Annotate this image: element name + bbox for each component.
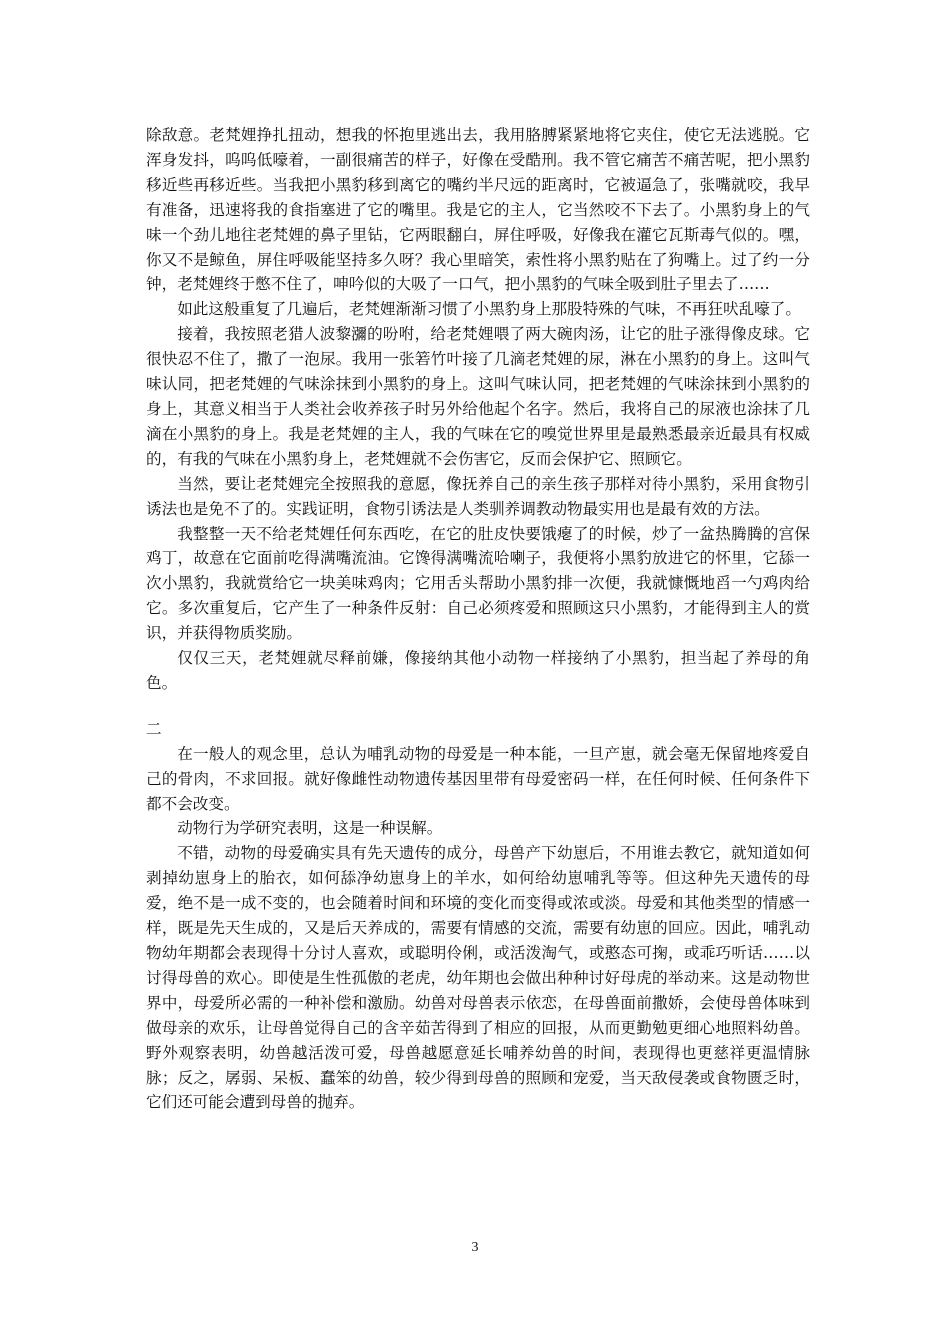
page-number: 3 bbox=[471, 1240, 479, 1255]
paragraph: 在一般人的观念里，总认为哺乳动物的母爱是一种本能，一旦产崽，就会毫无保留地疼爱自己的骨肉，不求回报。就好像雌性动物遗传基因里带有母爱密码一样，在任何时候、任何条件下都不会改变。 bbox=[146, 744, 810, 813]
paragraph: 动物行为学研究表明，这是一种误解。 bbox=[177, 819, 443, 838]
paragraph: 不错，动物的母爱确实具有先天遗传的成分，母兽产下幼崽后，不用谁去教它，就知道如何剥掉幼崽身上的胎衣，如何舔净幼崽身上的羊水，如何给幼崽哺乳等等。但这种先天遗传的母爱，绝不是一成不变的，也会随着时间和环境的变化而变得或浓或淡。母爱和其他类型的情感一样，既是先天生成的，又是后天养成的，需要有情感的交流，需要有幼崽的回应。因此，哺乳动物幼年期都会表现得十分讨人喜欢，或聪明伶俐，或活泼淘气，或憨态可掬，或乖巧听话……以讨得母兽的欢心。即使是生性孤傲的老虎，幼年期也会做出种种讨好母虎的举动来。这是动物世界中，母爱所必需的一种补偿和激励。幼兽对母兽表示依恋，在母兽面前撒娇，会使母兽体味到做母亲的欢乐，让母兽觉得自己的含辛茹苦得到了相应的回报，从而更勤勉更细心地照料幼兽。野外观察表明，幼兽越活泼可爱，母兽越愿意延长哺养幼兽的时间，表现得也更慈祥更温情脉脉；反之，孱弱、呆板、蠢笨的幼兽，较少得到母兽的照顾和宠爱，当天敌侵袭或食物匮乏时，它们还可能会遭到母兽的抛弃。 bbox=[146, 844, 810, 1112]
section-heading: 二 bbox=[146, 719, 162, 738]
paragraph: 如此这般重复了几遍后，老梵娌渐渐习惯了小黑豹身上那股特殊的气味，不再狂吠乱嚎了。 bbox=[177, 300, 801, 319]
document-body bbox=[146, 123, 810, 1115]
paragraph: 接着，我按照老猎人波黎瀰的吩咐，给老梵娌喂了两大碗肉汤，让它的肚子涨得像皮球。它很快忍不住了，撒了一泡尿。我用一张箬竹叶接了几滴老梵娌的尿，淋在小黑豹的身上。这叫气味认同，把老梵娌的气味涂抹到小黑豹的身上。这叫气味认同，把老梵娌的气味涂抹到小黑豹的身上，其意义相当于人类社会收养孩子时另外给他起个名字。然后，我将自己的尿液也涂抹了几滴在小黑豹的身上。我是老梵娌的主人，我的气味在它的嗅觉世界里是最熟悉最亲近最具有权威的，有我的气味在小黑豹身上，老梵娌就不会伤害它，反而会保护它、照顾它。 bbox=[146, 325, 810, 468]
paragraph: 仅仅三天，老梵娌就尽释前嫌，像接纳其他小动物一样接纳了小黑豹，担当起了养母的角色。 bbox=[146, 649, 810, 692]
paragraph: 我整整一天不给老梵娌任何东西吃，在它的肚皮快要饿瘪了的时候，炒了一盆热腾腾的宫保鸡丁，故意在它面前吃得满嘴流油。它馋得满嘴流哈喇子，我便将小黑豹放进它的怀里，它舔一次小黑豹，我就赏给它一块美味鸡肉；它用舌头帮助小黑豹排一次便，我就慷慨地舀一勺鸡肉给它。多次重复后，它产生了一种条件反射：自己必须疼爱和照顾这只小黑豹，才能得到主人的赏识，并获得物质奖励。 bbox=[146, 524, 810, 643]
paragraph: 当然，要让老梵娌完全按照我的意愿，像抚养自己的亲生孩子那样对待小黑豹，采用食物引诱法也是免不了的。实践证明，食物引诱法是人类驯养调教动物最实用也是最有效的方法。 bbox=[146, 474, 810, 518]
paragraph: 除敌意。老梵娌挣扎扭动，想我的怀抱里逃出去，我用胳膊紧紧地将它夹住，使它无法逃脱。它浑身发抖，呜呜低嚎着，一副很痛苦的样子，好像在受酷刑。我不管它痛苦不痛苦呢，把小黑豹移近些再移近些。当我把小黑豹移到离它的嘴约半尺远的距离时，它被逼急了，张嘴就咬，我早有准备，迅速将我的食指塞进了它的嘴里。我是它的主人，它当然咬不下去了。小黑豹身上的气味一个劲儿地往老梵娌的鼻子里钻，它两眼翻白，屏住呼吸，好像我在灌它瓦斯毒气似的。嘿，你又不是鲸鱼，屏住呼吸能坚持多久呀？我心里暗笑，索性将小黑豹贴在了狗嘴上。过了约一分钟，老梵娌终于憋不住了，呻吟似的大吸了一口气，把小黑豹的气味全吸到肚子里去了…… bbox=[146, 126, 810, 294]
